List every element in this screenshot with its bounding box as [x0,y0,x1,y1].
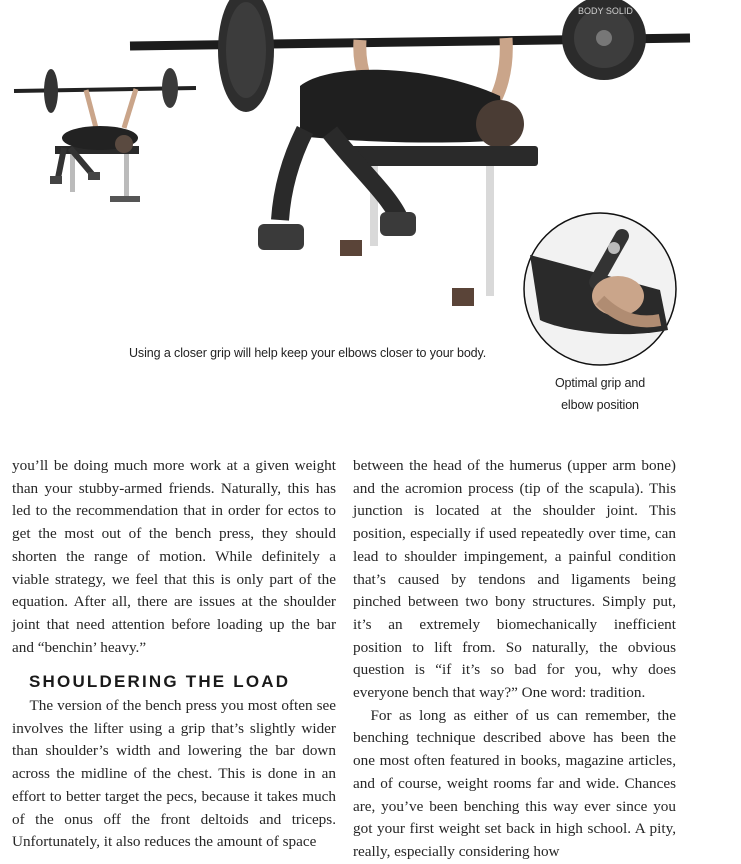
body-paragraph: The version of the bench press you most often see involves the lifter using a grip that’s slightly wider than shoulder’s width and lowering the bar down across the midline of the chest. This is done in an effort to better target the pecs, because it takes much of the onus off the front deltoids and triceps. Unfortunately, it also reduces the amount of space [12,697,336,851]
left-text-column [12,455,336,854]
body-paragraph: For as long as either of us can remember, the benching technique described above has been the one most often featured in books, magazine articles, and of course, weight rooms far and wide. Chances are, you’ve been benching this way ever since you got your first weight set back in high school. A pity, really, especially considering how [353,706,676,860]
grip-inset-illustration [524,213,676,365]
section-heading: SHOULDERING THE LOAD [29,672,291,692]
figure-caption-main: Using a closer grip will help keep your elbows closer to your body. [129,346,487,360]
small-lifter-illustration [14,68,196,202]
right-text-column [353,455,676,864]
body-paragraph: you’ll be doing much more work at a given weight than your stubby-armed friends. Naturally, this has led to the recommendation that in order for ectos to get the most out of the bench press, they should shorten the range of motion. While definitely a viable strategy, we feel that this is only part of the equation. After all, there are issues at the shoulder joint that need attention before loading up the bar and “benchin’ heavy.” [12,457,336,656]
plate-brand-text: BODY SOLID [578,6,633,16]
inset-caption-line-2: elbow position [561,398,639,412]
body-paragraph: between the head of the humerus (upper arm bone) and the acromion process (tip of the scapula). This junction is located at the shoulder joint. This position, especially if used repeatedly over time, can lead to shoulder impingement, a painful condition that’s caused by tendons and ligaments being pinched between two bony structures. Simply put, it’s an extremely biomechanically inefficient position to lift from. So naturally, the obvious question is “if it’s so bad for you, why does everyone bench that way?” One word: tradition. [353,457,676,702]
inset-caption-line-1: Optimal grip and [554,376,646,390]
figure-caption-inset [530,372,670,416]
